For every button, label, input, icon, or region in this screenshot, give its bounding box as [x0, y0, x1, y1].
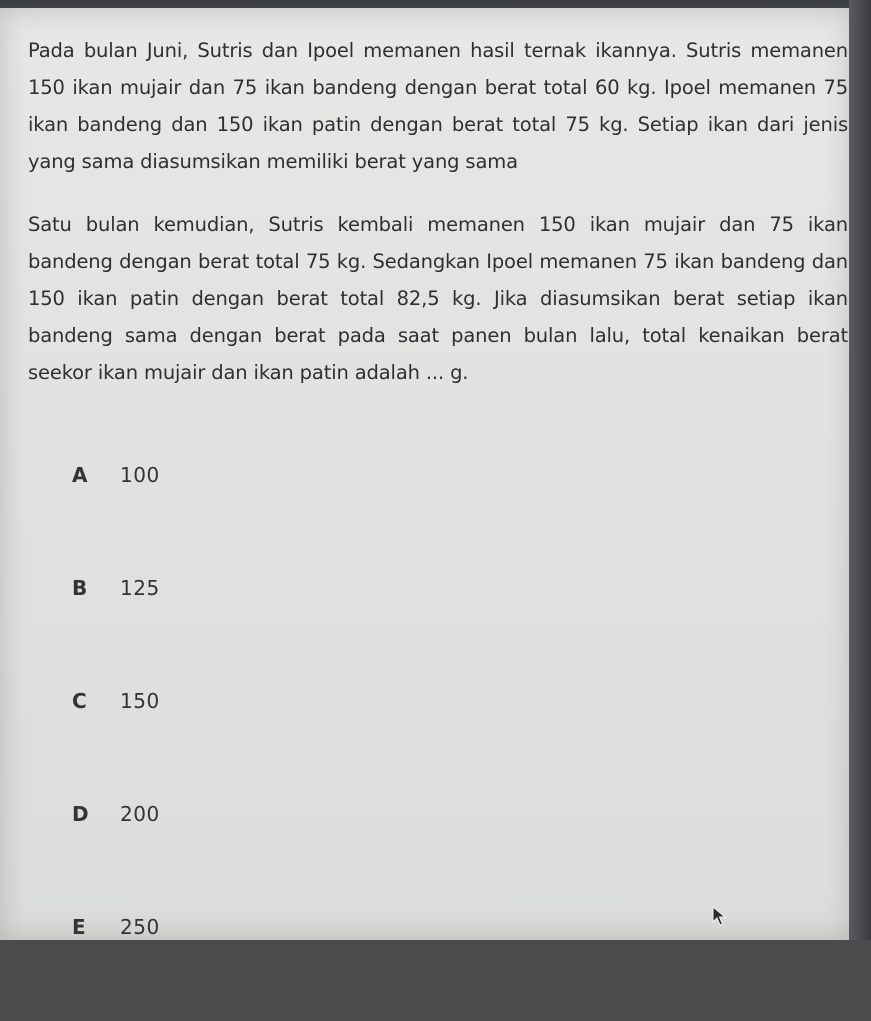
question-paragraph-2: Satu bulan kemudian, Sutris kembali memanen 150 ikan mujair dan 75 ikan bandeng dengan berat total 75 kg. Sedangkan Ipoel memanen 75 ikan bandeng dan 150 ikan patin dengan berat total 82,5 kg. Jika diasumsikan berat setiap ikan bandeng sama dengan berat pada saat panen bulan lalu, total kenaikan berat seekor ikan mujair dan ikan patin adalah ... g.	[28, 213, 848, 384]
option-value: 100	[120, 463, 160, 487]
option-value: 200	[120, 802, 160, 826]
option-value: 125	[120, 576, 160, 600]
question-paragraph-1: Pada bulan Juni, Sutris dan Ipoel memanen hasil ternak ikannya. Sutris memanen 150 ikan mujair dan 75 ikan bandeng dengan berat total 60 kg. Ipoel memanen 75 ikan bandeng dan 150 ikan patin dengan berat total 75 kg. Setiap ikan dari jenis yang sama diasumsikan memiliki berat yang sama	[28, 39, 848, 173]
option-letter: C	[72, 689, 87, 713]
option-b[interactable]	[72, 569, 472, 607]
option-letter: A	[72, 463, 88, 487]
answer-options	[72, 456, 472, 1021]
option-a[interactable]	[72, 456, 472, 494]
question-text	[28, 32, 848, 391]
option-d[interactable]	[72, 795, 472, 833]
option-letter: D	[72, 802, 89, 826]
monitor-bezel-right	[849, 0, 871, 940]
option-value: 250	[120, 915, 160, 939]
option-value: 150	[120, 689, 160, 713]
exam-screen	[0, 8, 852, 940]
option-c[interactable]	[72, 682, 472, 720]
mouse-pointer-icon	[712, 906, 726, 926]
option-letter: B	[72, 576, 88, 600]
option-letter: E	[72, 915, 86, 939]
option-e[interactable]	[72, 908, 472, 946]
